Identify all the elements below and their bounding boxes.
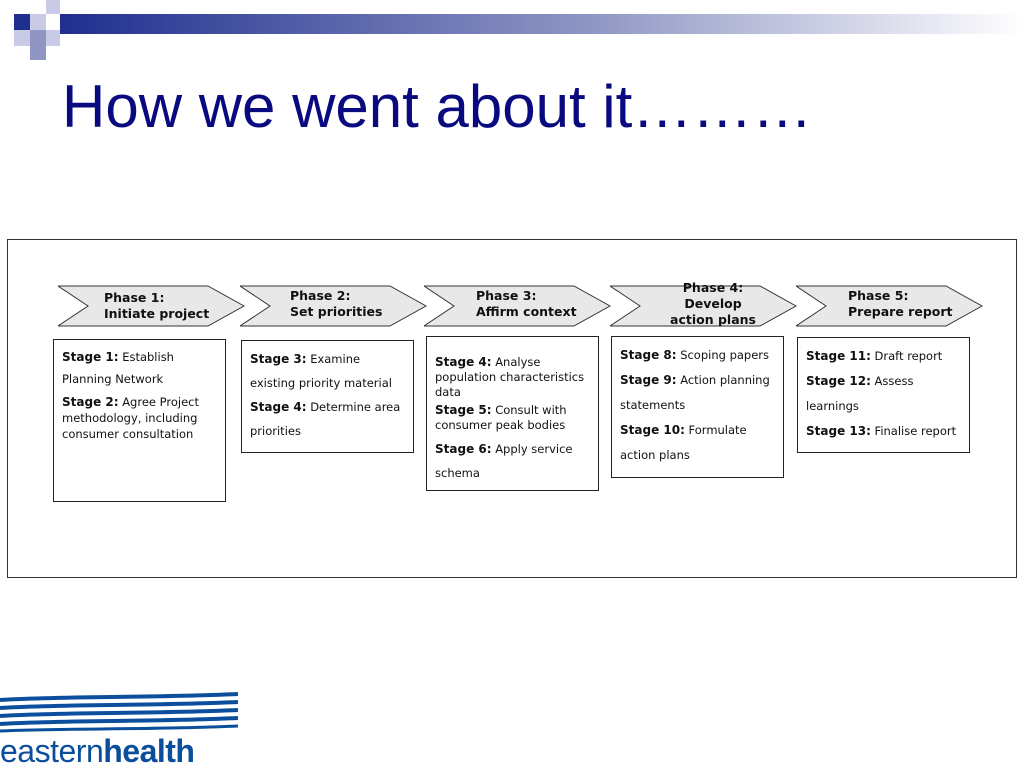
stage-text: Draft report — [874, 349, 943, 363]
stage-item — [435, 437, 590, 485]
logo-text — [0, 733, 194, 770]
stage-text: Action planning statements — [620, 373, 770, 412]
stage-item — [250, 395, 405, 443]
stage-label: Stage 4: — [250, 400, 307, 414]
header-square-light-1 — [30, 14, 46, 30]
stage-text: Determine area priorities — [250, 400, 401, 438]
phase-3-stages-box — [426, 336, 599, 491]
stage-label: Stage 13: — [806, 424, 871, 438]
stage-text: Finalise report — [874, 424, 957, 438]
phase-1-label — [104, 287, 264, 325]
stage-text: Establish Planning Network — [62, 350, 174, 386]
stage-text: Analyse population characteristics data — [435, 355, 585, 399]
header-square-light-4 — [46, 30, 60, 46]
stage-label: Stage 11: — [806, 349, 871, 363]
phase-2-number: Phase 2: — [290, 288, 351, 303]
phase-4-number: Phase 4: Develop — [682, 280, 744, 311]
header-square-light-2 — [46, 0, 60, 14]
stage-item — [62, 346, 217, 390]
phase-3-number: Phase 3: — [476, 288, 537, 303]
stage-text: Consult with consumer peak bodies — [435, 403, 567, 432]
stage-label: Stage 3: — [250, 352, 307, 366]
stage-item — [620, 343, 775, 368]
phase-2-stages-box — [241, 340, 414, 453]
phase-3-name: Affirm context — [476, 304, 577, 319]
stage-label: Stage 12: — [806, 374, 871, 388]
phase-1-number: Phase 1: — [104, 290, 165, 305]
stage-label: Stage 10: — [620, 423, 685, 437]
stage-item — [806, 344, 961, 369]
phase-5-stages-box — [797, 337, 970, 453]
slide-title: How we went about it……… — [62, 73, 813, 140]
stage-label: Stage 2: — [62, 395, 119, 409]
stage-label: Stage 4: — [435, 355, 492, 369]
stage-label: Stage 8: — [620, 348, 677, 362]
stage-label: Stage 1: — [62, 350, 119, 364]
stage-text: Formulate action plans — [620, 423, 747, 462]
stage-label: Stage 9: — [620, 373, 677, 387]
header-square-dark — [14, 14, 30, 30]
stage-text: Scoping papers — [680, 348, 770, 362]
phase-1-stages-box — [53, 339, 226, 502]
stage-item — [620, 368, 775, 418]
stage-text: Assess learnings — [806, 374, 914, 413]
phase-4-stages-box — [611, 336, 784, 478]
phase-3-label — [476, 285, 636, 323]
header-square-light-3 — [14, 30, 30, 46]
phase-4-name: action plans — [670, 312, 756, 327]
header-gradient-bar — [60, 14, 1024, 34]
logo-text-bold: health — [103, 733, 195, 769]
stage-label: Stage 5: — [435, 403, 492, 417]
stage-label: Stage 6: — [435, 442, 492, 456]
phase-2-label — [290, 285, 450, 323]
stage-text: Apply service schema — [435, 442, 573, 480]
stage-item — [435, 403, 590, 433]
phase-1-name: Initiate project — [104, 306, 210, 321]
stage-item — [806, 369, 961, 419]
stage-item — [806, 419, 961, 444]
logo-text-regular: eastern — [0, 733, 104, 769]
stage-text: Agree Project methodology, including consumer consultation — [62, 395, 199, 441]
header-square-mid — [30, 30, 46, 46]
phase-5-number: Phase 5: — [848, 288, 909, 303]
stage-item — [250, 347, 405, 395]
header-square-light-5 — [30, 46, 46, 60]
phase-2-name: Set priorities — [290, 304, 383, 319]
phase-5-label — [848, 285, 1008, 323]
stage-item — [62, 394, 217, 442]
phase-4-label — [652, 280, 774, 327]
header-decoration — [0, 0, 1024, 70]
stage-item — [435, 355, 590, 400]
phase-5-name: Prepare report — [848, 304, 953, 319]
stage-item — [620, 418, 775, 468]
stage-text: Examine existing priority material — [250, 352, 392, 390]
